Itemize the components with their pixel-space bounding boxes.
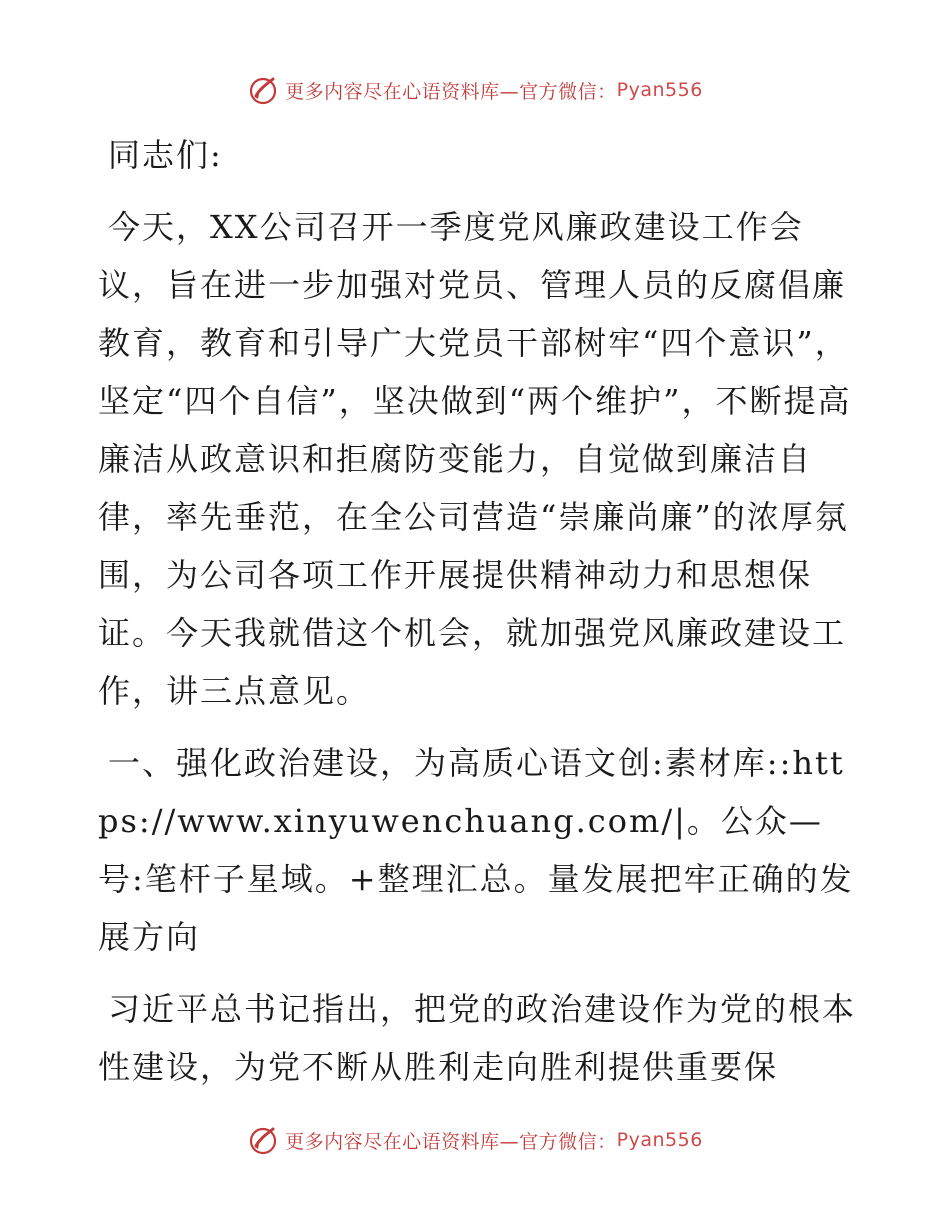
salutation: 同志们: (108, 136, 223, 174)
brush-logo-icon (247, 1124, 279, 1156)
paragraph-section-1: 习近平总书记指出，把党的政治建设作为党的根本性建设，为党不断从胜利走向胜利提供重要保 (98, 990, 857, 1086)
paragraph-intro: 今天，XX公司召开一季度党风廉政建设工作会议，旨在进一步加强对党员、管理人员的反腐倡廉教育，教育和引导广大党员干部树牢“四个意识”，坚定“四个自信”，坚决做到“两个维护”，不断提高廉洁从政意识和拒腐防变能力，自觉做到廉洁自律，率先垂范，在全公司营造“崇廉尚廉”的浓厚氛围，为公司各项工作开展提供精神动力和思想保证。今天我就借这个机会，就加强党风廉政建设工作，讲三点意见。 (98, 208, 852, 710)
document-body (98, 126, 858, 1096)
watermark-handle: Pyan556 (616, 1129, 703, 1151)
footer-watermark (0, 1122, 950, 1158)
section-heading-1: 一、强化政治建设，为高质心语文创:素材库::https://www.xinyuwenchuang.com/|。公众—号:笔杆子星域。+整理汇总。量发展把牢正确的发展方向 (98, 744, 854, 956)
watermark-text: 更多内容尽在心语资料库—官方微信： (285, 1130, 617, 1153)
watermark-text: 更多内容尽在心语资料库—官方微信： (285, 80, 617, 103)
brush-logo-icon (247, 74, 279, 106)
header-watermark (0, 72, 950, 108)
watermark-handle: Pyan556 (616, 79, 703, 101)
